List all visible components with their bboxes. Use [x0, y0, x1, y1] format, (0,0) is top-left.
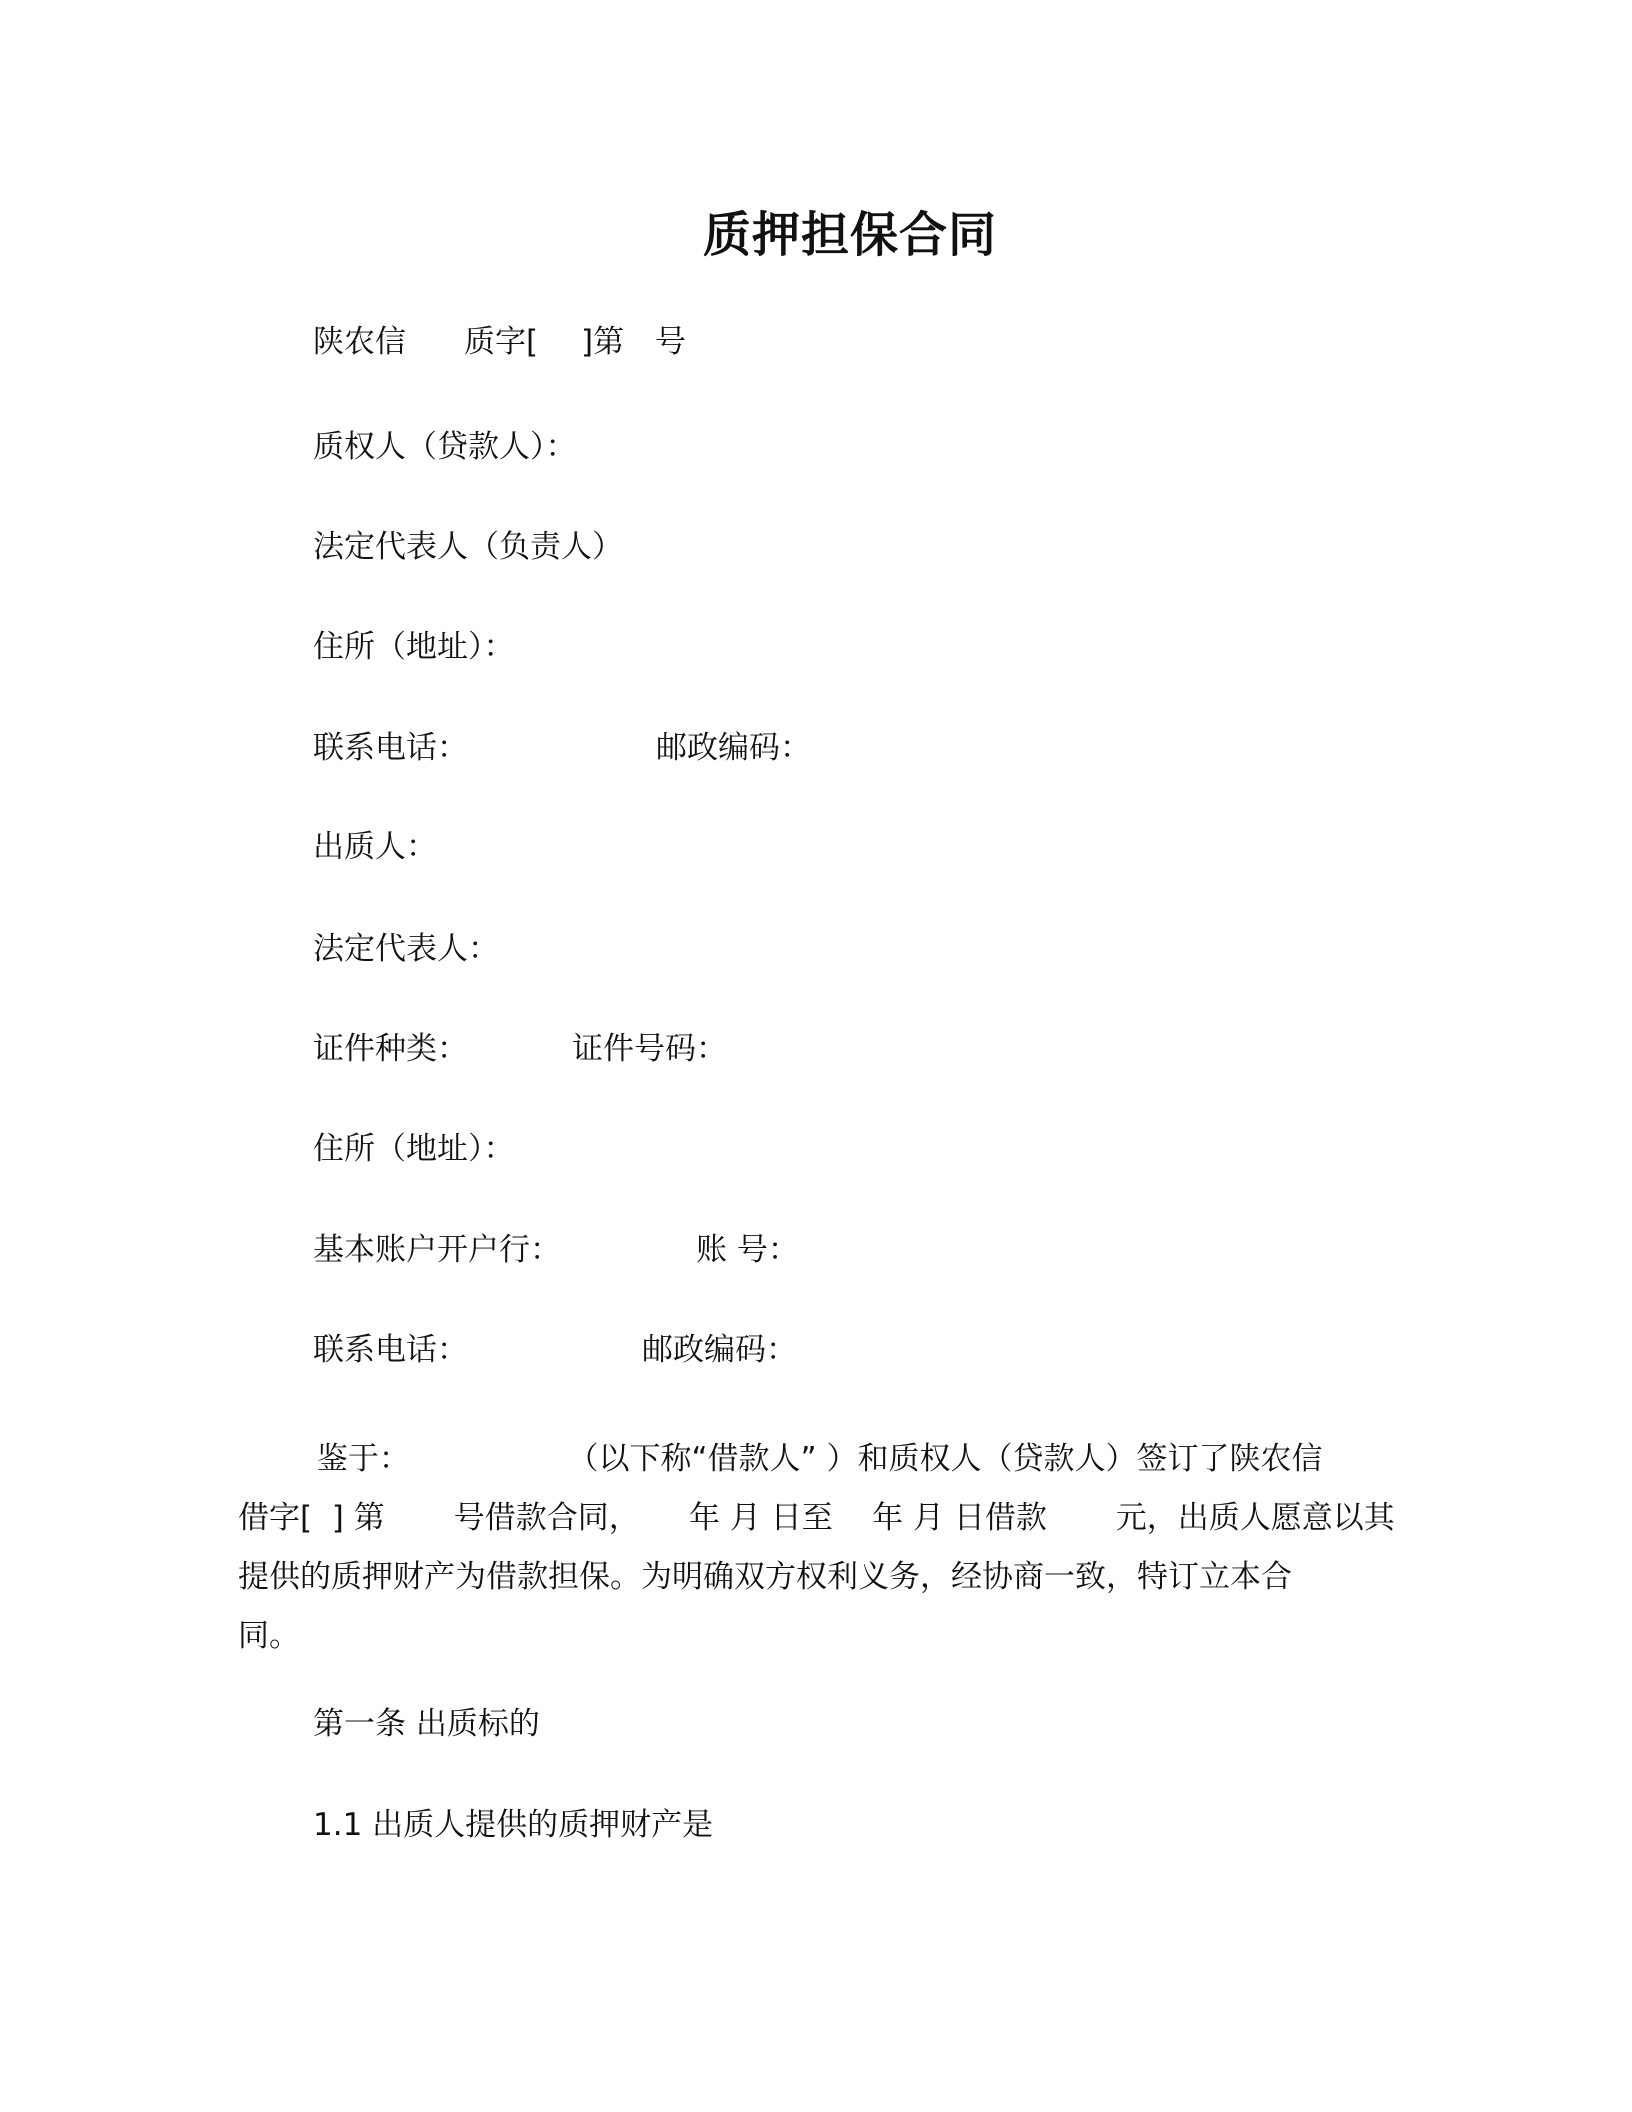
clause-1-1: 1.1 出质人提供的质押财产是 — [313, 1807, 714, 1843]
pledgor-field: 出质人： — [313, 829, 437, 865]
preamble-line-1: 鉴于： （以下称“借款人” ）和质权人（贷款人）签订了陕农信 — [238, 1441, 1323, 1477]
preamble-line-4: 同。 — [238, 1618, 300, 1654]
contract-bracket-close: ]第 — [581, 324, 625, 360]
legal-rep-responsible-field: 法定代表人（负责人） — [313, 529, 623, 565]
address-field-1: 住所（地址）： — [313, 629, 515, 665]
account-field: 账 号： — [696, 1232, 799, 1268]
id-type-field: 证件种类： — [313, 1031, 468, 1067]
legal-rep-field: 法定代表人： — [313, 931, 499, 967]
address-field-2: 住所（地址）： — [313, 1131, 515, 1167]
preamble-paragraph — [238, 1430, 1395, 1666]
phone-field-2: 联系电话： — [313, 1332, 468, 1368]
id-line — [313, 1029, 1013, 1069]
bank-field: 基本账户开户行： — [313, 1232, 561, 1268]
contact-line-1 — [313, 728, 1013, 768]
bank-line — [313, 1230, 1013, 1270]
preamble-line-3: 提供的质押财产为借款担保。为明确双方权利义务，经协商一致，特订立本合 — [238, 1559, 1292, 1595]
preamble-line-2: 借字[ ] 第 号借款合同， 年 月 日至 年 月 日借款 元，出质人愿意以其 — [238, 1500, 1395, 1536]
contract-prefix: 陕农信 — [313, 324, 406, 360]
contract-number-line — [313, 322, 1013, 362]
postcode-field-2: 邮政编码： — [642, 1332, 797, 1368]
postcode-field-1: 邮政编码： — [656, 730, 811, 766]
document-title: 质押担保合同 — [702, 207, 997, 263]
contract-type: 质字[ — [464, 324, 539, 360]
id-number-field: 证件号码： — [572, 1031, 727, 1067]
pledgee-field: 质权人（贷款人）： — [313, 429, 577, 465]
contract-number-suffix: 号 — [655, 324, 686, 360]
article-1-heading: 第一条 出质标的 — [313, 1706, 540, 1742]
phone-field-1: 联系电话： — [313, 730, 468, 766]
contact-line-2 — [313, 1330, 1013, 1370]
